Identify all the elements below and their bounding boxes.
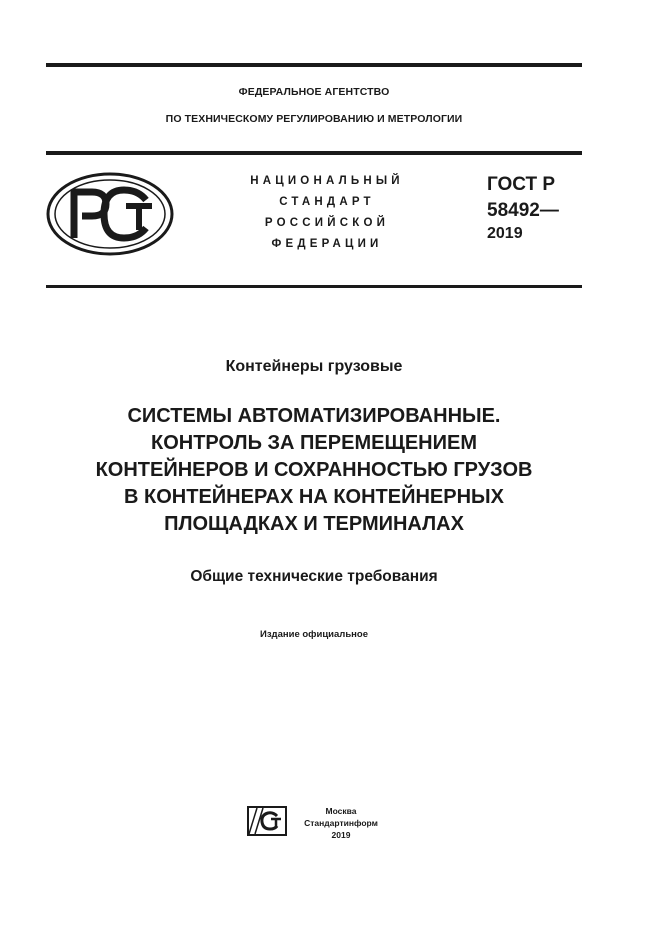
main-title-line: В КОНТЕЙНЕРАХ НА КОНТЕЙНЕРНЫХ <box>124 486 504 508</box>
national-line: СТАНДАРТ <box>279 196 375 208</box>
top-divider <box>46 63 582 67</box>
main-title-line: КОНТЕЙНЕРОВ И СОХРАННОСТЬЮ ГРУЗОВ <box>95 459 533 481</box>
publisher-year: 2019 <box>331 830 351 840</box>
national-line: НАЦИОНАЛЬНЫЙ <box>250 175 404 187</box>
publisher-name: Стандартинформ <box>304 818 378 828</box>
national-line: ФЕДЕРАЦИИ <box>271 238 383 250</box>
main-title-line: СИСТЕМЫ АВТОМАТИЗИРОВАННЫЕ. <box>127 405 501 427</box>
agency-line-2: ПО ТЕХНИЧЕСКОМУ РЕГУЛИРОВАНИЮ И МЕТРОЛОГИИ <box>165 113 463 125</box>
gost-number: 58492— <box>487 200 559 221</box>
bottom-divider <box>46 285 582 288</box>
gost-designation <box>487 172 559 244</box>
subtitle: Общие технические требования <box>190 568 438 585</box>
publisher-info <box>295 805 387 841</box>
agency-line-1: ФЕДЕРАЛЬНОЕ АГЕНТСТВО <box>238 86 390 98</box>
main-title-line: КОНТРОЛЬ ЗА ПЕРЕМЕЩЕНИЕМ <box>151 432 477 454</box>
category-title: Контейнеры грузовые <box>225 358 403 375</box>
main-title <box>46 403 582 538</box>
gost-year: 2019 <box>487 225 523 242</box>
national-line: РОССИЙСКОЙ <box>264 217 390 229</box>
rst-logo-icon <box>46 172 174 256</box>
gost-label: ГОСТ Р <box>487 174 556 195</box>
main-title-line: ПЛОЩАДКАХ И ТЕРМИНАЛАХ <box>164 513 464 535</box>
publisher-city: Москва <box>325 806 357 816</box>
national-standard-label <box>222 171 432 255</box>
edition-label: Издание официальное <box>260 629 368 640</box>
standartinform-logo-icon <box>247 806 287 836</box>
middle-divider <box>46 151 582 155</box>
